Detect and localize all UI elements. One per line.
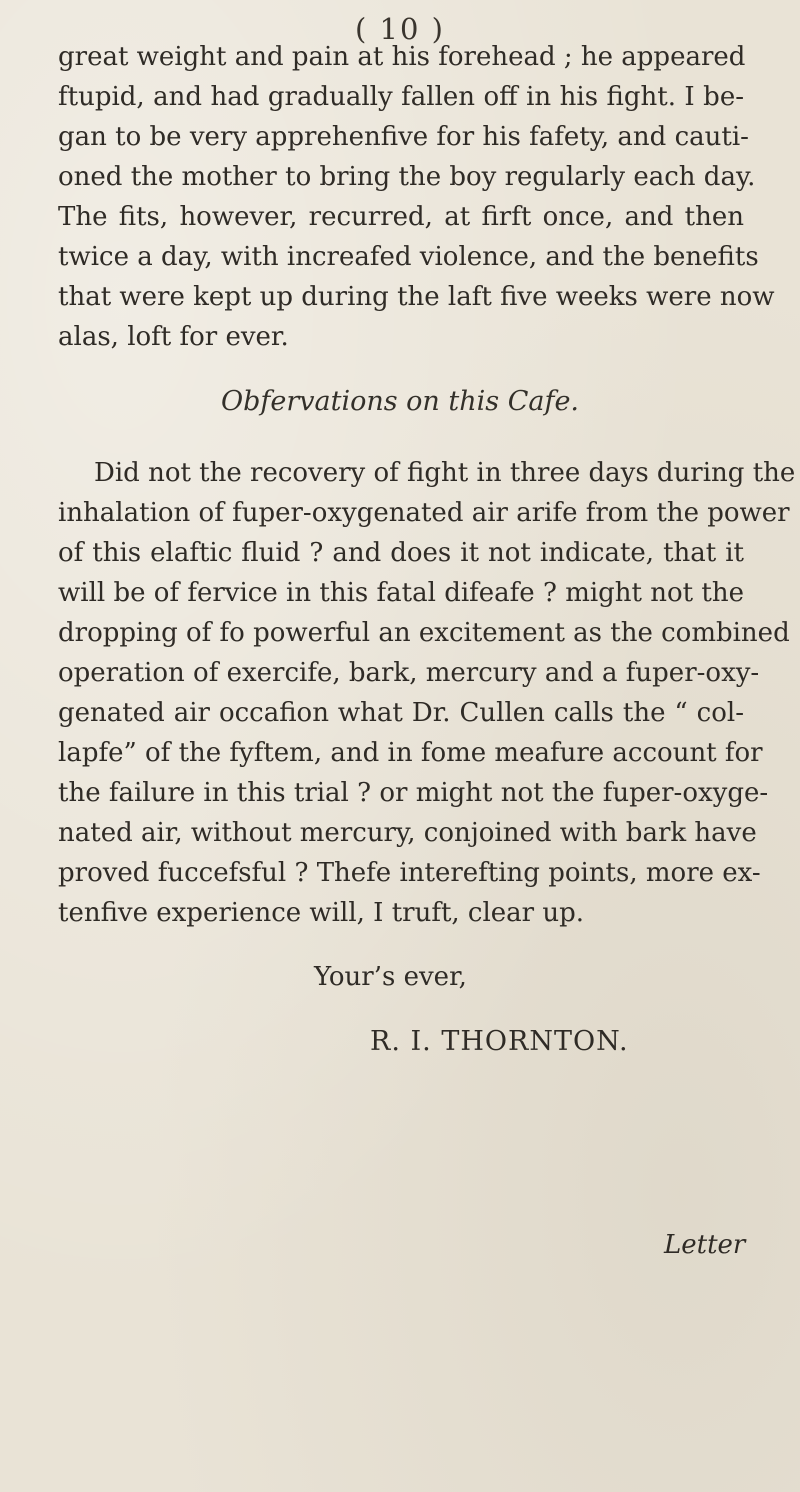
text-line: nated air, without mercury, conjoined with bark have (58, 818, 757, 848)
text-line: inhalation of fuper-oxygenated air arife from the power (58, 498, 790, 528)
section-heading: Obfervations on this Cafe. (220, 386, 580, 417)
signature: R. I. THORNTON. (370, 1026, 629, 1057)
page-number: ( 10 ) (355, 12, 445, 46)
text-line: gan to be very apprehenfive for his fafety, and cauti- (58, 122, 749, 152)
text-line: great weight and pain at his forehead ; he appeared (58, 42, 746, 72)
closing-salutation: Your’s ever, (314, 962, 467, 992)
text-line: dropping of fo powerful an excitement as the combined (58, 618, 790, 648)
text-line: twice a day, with increafed violence, and the benefits (58, 242, 759, 272)
text-line: will be of fervice in this fatal difeafe ? might not the (58, 578, 744, 608)
text-line: operation of exercife, bark, mercury and a fuper-oxy- (58, 658, 760, 688)
text-line: ftupid, and had gradually fallen off in his fight. I be- (58, 82, 744, 112)
text-line: lapfe” of the fyftem, and in fome meafure account for (58, 738, 763, 768)
text-line: tenfive experience will, I truft, clear up. (58, 898, 585, 928)
text-line: the failure in this trial ? or might not the fuper-oxyge- (58, 778, 769, 808)
text-line: proved fuccefsful ? Thefe interefting points, more ex- (58, 858, 761, 888)
text-line: of this elaftic fluid ? and does it not indicate, that it (58, 538, 744, 568)
text-line: that were kept up during the laft five weeks were now (58, 282, 775, 312)
text-line: alas, loft for ever. (58, 322, 289, 352)
catchword: Letter (664, 1230, 746, 1260)
text-line: The fits, however, recurred, at firft once, and then (58, 202, 744, 232)
text-line: oned the mother to bring the boy regularly each day. (58, 162, 756, 192)
text-line: genated air occafion what Dr. Cullen calls the “ col- (58, 698, 744, 728)
text-line: Did not the recovery of fight in three days during the (94, 458, 796, 488)
